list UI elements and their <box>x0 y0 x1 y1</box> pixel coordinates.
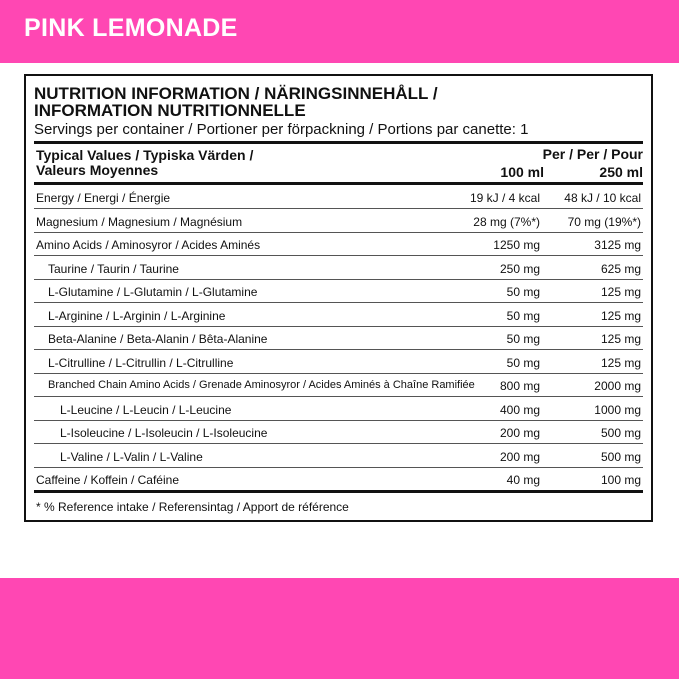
divider-heavy <box>34 490 643 493</box>
nutrient-row <box>34 210 643 233</box>
panel-title-line-2: INFORMATION NUTRITIONNELLE <box>34 101 306 120</box>
value-per-100ml: 800 mg <box>499 379 540 393</box>
value-per-250ml: 125 mg <box>600 308 641 323</box>
value-per-100ml: 1250 mg <box>493 238 540 252</box>
nutrient-row <box>34 351 643 374</box>
nutrient-row <box>34 374 643 397</box>
panel-title-line-1: NUTRITION INFORMATION / NÄRINGSINNEHÅLL / <box>34 84 438 103</box>
servings-per-container: Servings per container / Portioner per förpackning / Portions par canette: 1 <box>34 121 529 138</box>
nutrient-label: L-Glutamine / L-Glutamin / L-Glutamine <box>48 285 258 299</box>
nutrient-label: Magnesium / Magnesium / Magnésium <box>36 214 243 229</box>
nutrient-row <box>34 233 643 256</box>
nutrient-row <box>34 398 643 421</box>
nutrient-label: Amino Acids / Aminosyror / Acides Aminés <box>36 238 261 252</box>
nutrient-label: Branched Chain Amino Acids / Grenade Aminosyror / Acides Aminés à Chaîne Ramifiée <box>48 379 475 391</box>
divider-heavy <box>34 182 643 185</box>
value-per-100ml: 50 mg <box>506 285 540 299</box>
value-per-250ml: 500 mg <box>600 449 641 464</box>
top-banner <box>0 0 679 63</box>
column-per-heading: Per / Per / Pour <box>542 146 643 162</box>
nutrient-label: Caffeine / Koffein / Caféine <box>36 473 179 487</box>
value-per-250ml: 2000 mg <box>594 379 641 393</box>
nutrient-label: L-Arginine / L-Arginin / L-Arginine <box>48 308 226 323</box>
nutrient-row <box>34 304 643 327</box>
value-per-250ml: 70 mg (19%*) <box>567 214 641 229</box>
nutrient-label: Taurine / Taurin / Taurine <box>48 261 179 276</box>
value-per-100ml: 200 mg <box>499 449 540 464</box>
product-title: PINK LEMONADE <box>24 14 238 42</box>
nutrient-row <box>34 280 643 303</box>
nutrient-label: Energy / Energi / Énergie <box>36 191 171 205</box>
value-per-250ml: 48 kJ / 10 kcal <box>564 191 641 205</box>
value-per-250ml: 125 mg <box>600 285 641 299</box>
nutrient-label: L-Valine / L-Valin / L-Valine <box>60 449 203 464</box>
value-per-100ml: 250 mg <box>499 261 540 276</box>
value-per-100ml: 400 mg <box>499 402 540 417</box>
nutrient-row <box>34 186 643 209</box>
column-label <box>36 148 253 178</box>
value-per-100ml: 200 mg <box>499 426 540 440</box>
value-per-250ml: 625 mg <box>600 261 641 276</box>
value-per-100ml: 28 mg (7%*) <box>473 214 540 229</box>
nutrient-row <box>34 421 643 444</box>
value-per-100ml: 40 mg <box>506 473 540 487</box>
nutrient-row <box>34 257 643 280</box>
nutrient-label: L-Isoleucine / L-Isoleucin / L-Isoleucine <box>60 426 268 440</box>
value-per-100ml: 19 kJ / 4 kcal <box>469 191 540 205</box>
column-label-line-2: Valeurs Moyennes <box>36 162 159 178</box>
nutrient-row <box>34 468 643 491</box>
nutrient-row <box>34 327 643 350</box>
value-per-250ml: 100 mg <box>600 473 641 487</box>
value-per-250ml: 1000 mg <box>594 402 641 417</box>
value-per-100ml: 50 mg <box>506 332 540 346</box>
value-per-250ml: 125 mg <box>600 332 641 346</box>
value-per-250ml: 3125 mg <box>594 238 641 252</box>
nutrient-row <box>34 445 643 468</box>
value-per-250ml: 500 mg <box>600 426 641 440</box>
value-per-100ml: 50 mg <box>506 308 540 323</box>
reference-intake-footnote: * % Reference intake / Referensintag / Apport de référence <box>36 500 349 514</box>
bottom-banner <box>0 578 679 679</box>
nutrition-panel <box>24 74 653 522</box>
nutrient-label: L-Leucine / L-Leucin / L-Leucine <box>60 402 232 417</box>
value-per-250ml: 125 mg <box>600 355 641 370</box>
divider-heavy <box>34 141 643 144</box>
column-label-line-1: Typical Values / Typiska Värden / <box>36 147 254 163</box>
nutrient-label: Beta-Alanine / Beta-Alanin / Bêta-Alanine <box>48 332 268 346</box>
column-250ml-heading: 250 ml <box>599 164 643 180</box>
value-per-100ml: 50 mg <box>506 355 540 370</box>
column-100ml-heading: 100 ml <box>500 164 544 180</box>
nutrient-label: L-Citrulline / L-Citrullin / L-Citrulline <box>48 355 234 370</box>
